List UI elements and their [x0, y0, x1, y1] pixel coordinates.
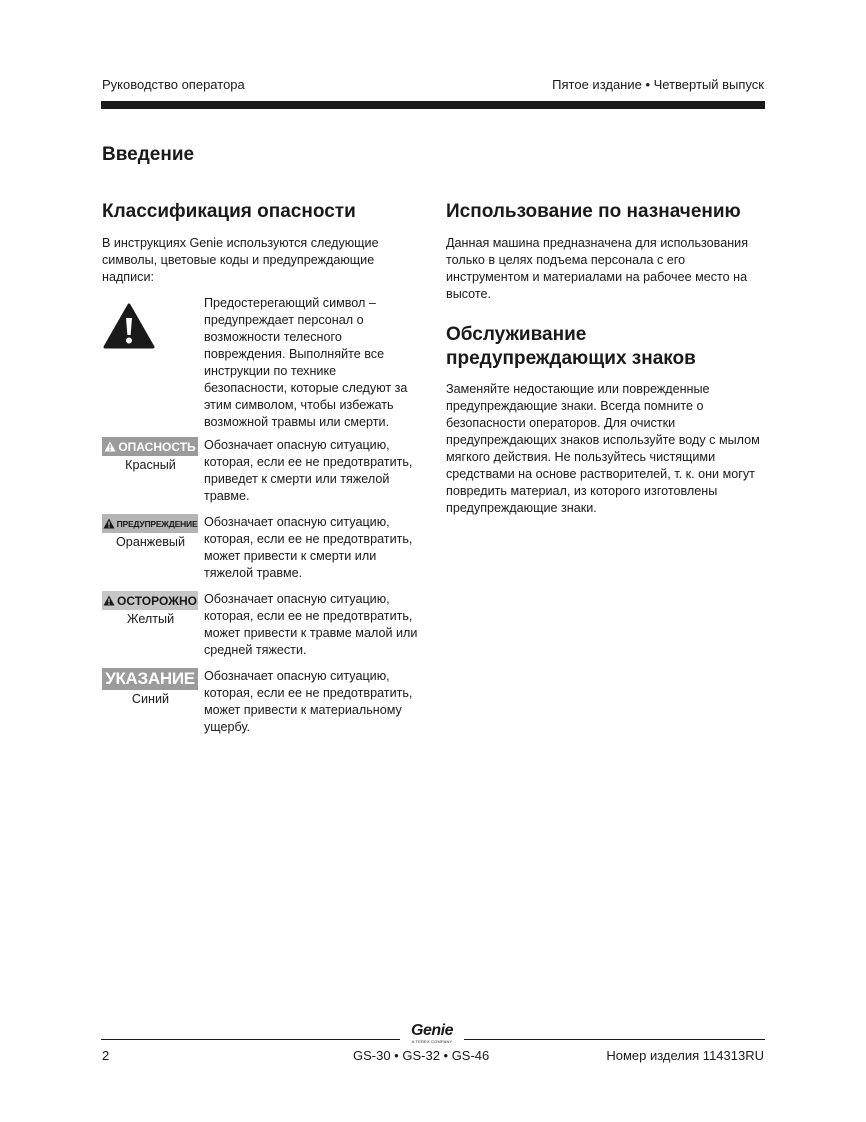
warning-triangle-icon: [103, 518, 115, 529]
sign-maintenance-heading: Обслуживание предупреждающих знаков: [446, 324, 696, 369]
sign-maintenance-text: Заменяйте недостающие или поврежденные предупреждающие знаки. Всегда помните о безопасности операторов. Для очистки предупреждающих знаков используйте воду с мылом мягкого действия. Не пользуйтесь чистящими средствами на основе растворителей, т. к. они могут повредить материал, из которого изготовлены предупреждающие знаки.: [446, 382, 760, 515]
hazard-classification-intro: В инструкциях Genie используются следующие символы, цветовые коды и предупреждающие надписи:: [102, 236, 379, 284]
warning-color-label: Оранжевый: [116, 535, 185, 549]
alert-symbol-description: [199, 295, 422, 431]
danger-description: Обозначает опасную ситуацию, которая, если ее не предотвратить, приведет к смерти или тяжелой травме.: [204, 438, 413, 503]
hazard-level-warning: [102, 514, 422, 582]
logo-tagline: A TEREX COMPANY: [411, 1039, 453, 1044]
footer-rule-right: [464, 1039, 765, 1040]
notice-badge-label: УКАЗАНИЕ: [105, 669, 195, 688]
model-numbers: GS-30 • GS-32 • GS-46: [353, 1048, 490, 1063]
notice-description: Обозначает опасную ситуацию, которая, если ее не предотвратить, может привести к материальному ущербу.: [204, 669, 413, 734]
hazard-level-danger: [102, 437, 422, 505]
hazard-level-caution: [102, 591, 422, 659]
section-title: Введение: [102, 144, 195, 165]
warning-badge-label: ПРЕДУПРЕЖДЕНИЕ: [116, 518, 198, 529]
right-column: [446, 200, 766, 517]
logo-wordmark: Genie: [411, 1022, 453, 1039]
hazard-classification-column: [102, 200, 422, 736]
notice-badge: [102, 668, 198, 690]
alert-symbol-cell: [102, 295, 199, 349]
intended-use-heading: Использование по назначению: [446, 201, 741, 222]
warning-badge: [102, 514, 198, 533]
hazard-classification-heading: Классификация опасности: [102, 201, 356, 222]
danger-badge: [102, 437, 198, 456]
notice-color-label: Синий: [131, 692, 170, 706]
intended-use-text: Данная машина предназначена для использования только в целях подъема персонала с его инструментом и материалами на рабочее место на высоте.: [446, 236, 749, 301]
danger-badge-label: ОПАСНОСТЬ: [118, 439, 196, 454]
warning-description: Обозначает опасную ситуацию, которая, если ее не предотвратить, может привести к смерти или тяжелой травме.: [204, 515, 413, 580]
footer-rule-left: [101, 1039, 400, 1040]
part-number: Номер изделия 114313RU: [606, 1048, 764, 1063]
safety-alert-icon: [103, 303, 155, 349]
running-header-edition: Пятое издание • Четвертый выпуск: [552, 77, 764, 92]
caution-description: Обозначает опасную ситуацию, которая, если ее не предотвратить, может привести к травме малой или средней тяжести.: [204, 592, 418, 657]
hazard-level-notice: [102, 668, 422, 736]
caution-badge-label: ОСТОРОЖНО: [117, 593, 197, 608]
warning-triangle-icon: [103, 595, 115, 606]
page-number: 2: [102, 1048, 110, 1063]
header-rule: [101, 101, 765, 109]
alert-symbol-text: Предостерегающий символ – предупреждает персонал о возможности телесного повреждения. Выполняйте все инструкции по технике безопасности, которые следуют за этим символом, чтобы избежать возможной травмы или смерти.: [204, 296, 408, 429]
running-header-title: Руководство оператора: [102, 77, 245, 92]
warning-triangle-icon: [104, 441, 116, 452]
caution-color-label: Желтый: [126, 612, 175, 626]
alert-symbol-row: [102, 295, 422, 431]
danger-color-label: Красный: [125, 458, 176, 472]
genie-logo: [402, 1023, 462, 1044]
caution-badge: [102, 591, 198, 610]
